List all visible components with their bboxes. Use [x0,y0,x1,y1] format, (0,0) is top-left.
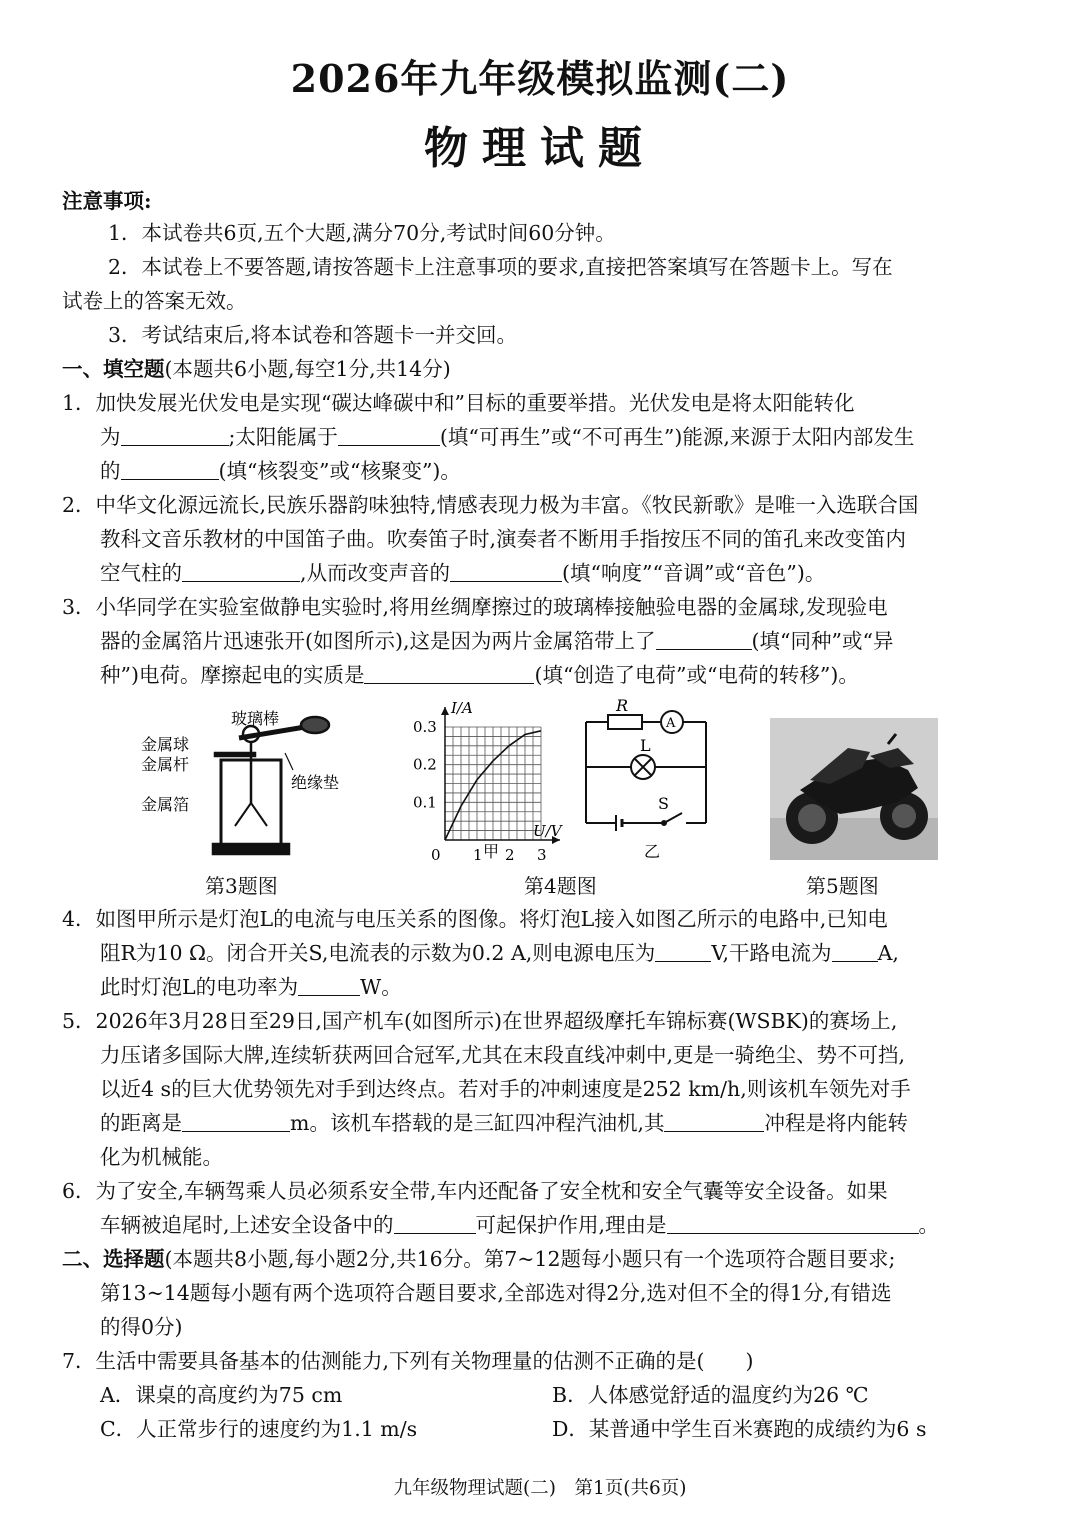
q2-text-b: ,从而改变声音的 [300,561,451,585]
notice-item-1: 1．本试卷共6页,五个大题,满分70分,考试时间60分钟。 [108,221,616,245]
x-tick-label: 3 [537,846,547,864]
y-tick-label: 0.2 [413,755,437,774]
q3-text-b: (填“同种”或“异 [751,629,894,653]
q2-blank-1 [182,561,300,582]
q3-text-a: 器的金属箔片迅速张开(如图所示),这是因为两片金属箔带上了 [100,629,656,653]
q4-text-a: 阻R为10 Ω。闭合开关S,电流表的示数为0.2 A,则电源电压为 [100,941,656,965]
q1-blank-3 [121,459,219,480]
q1-text-e: (填“核裂变”或“核聚变”)。 [218,459,461,483]
q5-line1: 5．2026年3月28日至29日,国产机车(如图所示)在世界超级摩托车锦标赛(WSBK)的赛场上, [62,1009,898,1033]
q5-line3: 以近4 s的巨大优势领先对手到达终点。若对手的冲刺速度是252 km/h,则该机车领先对手 [100,1077,911,1101]
label-switch: S [658,794,669,813]
q2-text-c: (填“响度”“音调”或“音色”)。 [562,561,826,585]
q5-line2: 力压诸多国际大牌,连续斩获两回合冠军,尤其在末段直线冲刺中,更是一骑绝尘、势不可挡, [100,1043,906,1067]
q6-blank-2 [667,1213,919,1234]
q2-line2: 教科文音乐教材的中国笛子曲。吹奏笛子时,演奏者不断用手指按压不同的笛孔来改变笛内 [100,527,907,551]
q2-line3 [100,556,825,592]
q1-text-a: 为 [100,425,121,449]
q6-text-a: 车辆被追尾时,上述安全设备中的 [100,1213,394,1237]
chart-grid [445,727,541,840]
label-metal-foil: 金属箔 [141,795,190,814]
notice-item-3: 3．考试结束后,将本试卷和答题卡一并交回。 [108,323,518,347]
section2-note-3: 的得0分) [100,1315,183,1339]
q6-text-c: 。 [918,1213,940,1237]
section1-heading-line [62,352,451,388]
fig4-circuit [578,695,720,865]
q3-text-c: 种”)电荷。摩擦起电的实质是 [100,663,365,687]
q1-text-c: (填“可再生”或“不可再生”)能源,来源于太阳内部发生 [439,425,915,449]
q7-option-b: B．人体感觉舒适的温度约为26 ℃ [552,1383,869,1407]
fig4-iu-graph [405,695,575,865]
label-ammeter: A [666,716,676,731]
q1-line1: 1．加快发展光伏发电是实现“碳达峰碳中和”目标的重要举措。光伏发电是将太阳能转化 [62,391,855,415]
q5-blank-2 [664,1111,764,1132]
q5-line5: 化为机械能。 [100,1145,223,1169]
section2-note-1: (本题共8小题,每小题2分,共16分。第7~12题每小题只有一个选项符合题目要求; [164,1247,896,1271]
y-tick-label: 0.3 [413,718,437,736]
section2-heading: 二、选择题 [62,1247,165,1271]
q3-text-d: (填“创造了电荷”或“电荷的转移”)。 [534,663,859,687]
notice-item-2: 2．本试卷上不要答题,请按答题卡上注意事项的要求,直接把答案填写在答题卡上。写在 [108,255,893,279]
x-axis-label: U/V [533,822,562,840]
fig3-caption: 第3题图 [205,874,278,898]
section2-heading-line [62,1242,895,1278]
label-resistor: R [616,696,629,715]
q6-line1: 6．为了安全,车辆驾乘人员必须系安全带,车内还配备了安全枕和安全气囊等安全设备。如果 [62,1179,888,1203]
exam-title: 2026年九年级模拟监测(二) [290,56,790,101]
q1-line2 [100,420,914,456]
fig5-caption: 第5题图 [806,874,879,898]
q7-stem: 7．生活中需要具备基本的估测能力,下列有关物理量的估测不正确的是( ) [62,1349,754,1373]
q6-blank-1 [394,1213,476,1234]
q6-line2 [100,1208,939,1244]
y-axis-arrow [441,707,449,715]
q7-option-d: D．某普通中学生百米赛跑的成绩约为6 s [552,1417,927,1441]
q5-text-a: 的距离是 [100,1111,182,1135]
y-axis-label: I/A [451,699,473,717]
q4-text-c: A, [877,941,899,965]
q4-blank-1 [655,941,711,962]
q2-text-a: 空气柱的 [100,561,182,585]
fig4-sub-b: 乙 [644,842,661,861]
q4-line2 [100,936,899,972]
y-tick-label: 0.1 [413,793,437,812]
label-metal-rod: 金属杆 [141,755,190,774]
x-tick-label: 0 [431,846,441,864]
q3-blank-2 [364,663,534,684]
x-tick-label: 2 [505,846,515,864]
q4-text-d: 此时灯泡L的电功率为 [100,975,299,999]
x-tick-label: 1 [473,846,483,864]
q5-line4 [100,1106,908,1142]
subject-title: 物理试题 [424,123,656,174]
q1-line3 [100,454,461,490]
notice-item-2-cont: 试卷上的答案无效。 [62,289,247,313]
q3-line1: 3．小华同学在实验室做静电实验时,将用丝绸摩擦过的玻璃棒接触验电器的金属球,发现验电 [62,595,888,619]
fig4-sub-a: 甲 [483,842,500,861]
q7-option-a: A．课桌的高度约为75 cm [100,1383,343,1407]
notice-heading: 注意事项: [62,189,152,213]
fig3-electroscope [135,708,365,868]
label-metal-ball: 金属球 [141,735,190,754]
q5-text-c: 冲程是将内能转 [764,1111,908,1135]
q4-blank-3 [298,975,360,996]
section1-heading: 一、填空题 [62,357,165,381]
label-glass-rod: 玻璃棒 [231,709,280,728]
q3-blank-1 [656,629,752,650]
label-lamp: L [640,736,651,755]
q2-line1: 2．中华文化源远流长,民族乐器韵味独特,情感表现力极为丰富。《牧民新歌》是唯一入选联合国 [62,493,919,517]
q3-line3 [100,658,859,694]
page-footer: 九年级物理试题(二) 第1页(共6页) [393,1478,687,1499]
q4-blank-2 [832,941,878,962]
q4-text-e: W。 [360,975,402,999]
q1-blank-1 [121,425,229,446]
label-insulation-pad: 绝缘垫 [291,773,340,792]
section2-note-2: 第13~14题每小题有两个选项符合题目要求,全部选对得2分,选对但不全的得1分,有错选 [100,1281,892,1305]
q5-text-b: m。该机车搭载的是三缸四冲程汽油机,其 [290,1111,665,1135]
q5-blank-1 [182,1111,290,1132]
fig5-motorcycle-photo [770,718,938,860]
q4-text-b: V,干路电流为 [711,941,832,965]
q2-blank-2 [450,561,562,582]
q4-line1: 4．如图甲所示是灯泡L的电流与电压关系的图像。将灯泡L接入如图乙所示的电路中,已知电 [62,907,888,931]
fig4-caption: 第4题图 [524,874,597,898]
q1-text-d: 的 [100,459,121,483]
q1-text-b: ;太阳能属于 [228,425,338,449]
section1-note: (本题共6小题,每空1分,共14分) [164,357,451,381]
q3-line2 [100,624,893,660]
q1-blank-2 [338,425,440,446]
q7-option-c: C．人正常步行的速度约为1.1 m/s [100,1417,418,1441]
q4-line3 [100,970,402,1006]
q6-text-b: 可起保护作用,理由是 [475,1213,667,1237]
